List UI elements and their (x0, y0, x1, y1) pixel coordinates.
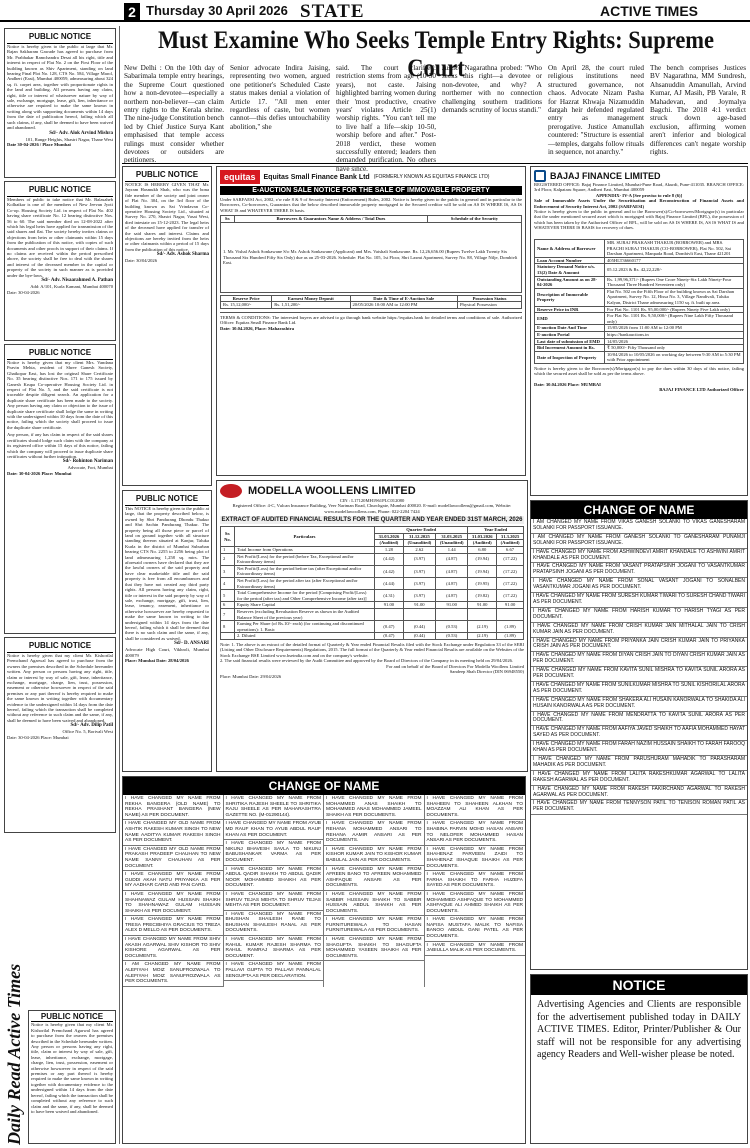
row-value: 10/04/2026 to 10/05/2026 on working day between 9:30 AM to 5:30 PM with Prior appointment (605, 351, 744, 363)
notice-title: PUBLIC NOTICE (7, 184, 113, 197)
list-item: I HAVE CHANGED MY NAME FROM AFREEN BANO TO AFREEN MOHAMMED ASHFAQUE ANSARI AS PER DOCUMENTS. (324, 866, 424, 891)
row-value: (4.44) (375, 577, 404, 589)
table-row (221, 633, 524, 640)
row-particular: Net Profit/(Loss) for the period after tax (after Exceptional and/or Extraordinary items) (235, 577, 375, 589)
list-item: I HAVE CHANGED MY NAME FROM GUDDI AKAH NATU PRIYANKA AS PER MY AADHAR CARD AND PAN CARD. (123, 871, 223, 891)
brand-name: ACTIVE TIMES (600, 3, 699, 19)
row-value: (0.53) (436, 633, 468, 640)
row-value: 91.00 (375, 602, 404, 609)
row-value: (4.31) (375, 590, 404, 602)
list-item: I HAVE CHANGED MY NAME FROM BHUSHAN SHAILESH RANE TO BHUSHAN SHAILESH RANAL AS PER DOCUMENTS. (224, 911, 324, 936)
table-row (535, 288, 744, 306)
col-header: Sr. No. (221, 527, 235, 547)
notice-date: Date: 30-04-2026 Place: Mumbai (7, 734, 69, 740)
equitas-sub-table (220, 295, 522, 309)
row-value: (3.97) (403, 590, 435, 602)
row-value: (19.82) (468, 590, 497, 602)
row-value: 05.12.2023 & Rs. 42,22,228/- (605, 264, 744, 276)
headline: Must Examine Who Seeks Temple Entry Rights: Supreme Court (157, 27, 715, 82)
notice-address: Advocate High Court, Vikhroli, Mumbai 400079 (125, 647, 209, 658)
equitas-table (220, 215, 522, 293)
table-row: 1. Mr. Vishal Ashok Sonkawane S/o Mr. Ashok Sonkawane (Applicant) and Mrs. Vaishali Sonkawane. Rs. 12,26,656.00 (Rupees Twelve Lakh Twenty Six Thousand Six Hundred Fifty Six Only) due as on 25-03-2026. Schedule: Flat No. 105, 1st Floor, Shri Laxmi Apartment, Survey No. 88, Village Nilje, Dombivli East. (221, 222, 522, 292)
equitas-intro: Under SARFAESI Act, 2002, r/w rule 8 & 9 of Security Interest (Enforcement) Rules, 2002. Notice is hereby given to the public in general and in particular to the Borrowers, Co-borrowers, Guarantors that the below described immovable property mortgaged to the Secured creditor will be sold on AS IS WHERE IS, AS IS WHAT IS and WHATEVER THERE IS basis. (220, 197, 522, 213)
row-value (436, 608, 468, 620)
row-particular: Total Income from Operations (235, 547, 375, 554)
row-label: E-auction Date And Time (535, 325, 605, 332)
row-number: 3 (221, 565, 235, 577)
equitas-footer: TERMS & CONDITIONS: The interested buyers are advised to go through bank website https://equitas.bank for detailed terms and conditions of sale. Authorized Officer: Equitas Small Finance Bank Ltd. (220, 312, 522, 326)
row-label: E-auction Portal (535, 331, 605, 338)
row-value: (1.89) (497, 633, 524, 640)
list-item: I HAVE CHANGED MY NAME FROM TENNYSON PATIL TO TENISON ROMAN PATIL AS PER DOCUMENT. (531, 800, 747, 815)
story-col-5: On April 28, the court ruled religious institutions need structured governance, not chaos. Advocate Nizam Pasha for Hazrat Khwaja Nizamuddin dargah heir defended regulated entry as management prerogative. Justice Amanullah countered: "Structure is essential—temples, dargahs follow rituals in sequence, not anarchy." (548, 64, 644, 157)
list-item: I HAVE CHANGED MY NAME FROM PALLAVI GUPTA TO PALLAVI PANNALAL SENGUPTA AS PER DECLARATION. (224, 961, 324, 981)
row-value: (4.87) (436, 565, 468, 577)
row-value: (19.94) (468, 553, 497, 565)
col-status: (Unaudited) (436, 540, 468, 547)
list-item: I AM CHANGED MY NAME FROM GANESH SOLANKI TO GANESHARAM PUNAMJI SOLANKI FOR PASSPORT ISSUANCE. (531, 534, 747, 549)
bajaj-title: Sale of Immovable Assets Under the Securitisation and Reconstruction of Financial Assets and Enforcement of Security Interest Act, 2002 (SARFAESI) (534, 198, 744, 209)
row-value: 91.00 (403, 602, 435, 609)
row-value: 6.67 (497, 547, 524, 554)
masthead (0, 0, 750, 22)
notice-title: PUBLIC NOTICE (125, 169, 209, 182)
row-value: 2.62 (403, 547, 435, 554)
list-item: I HAVE CHANGED MY NAME FROM NAFISA MUSTAFA MALIK TO NAFISA BANOO ABDUL GANI PATEL AS PER DOCUMENTS. (425, 916, 526, 941)
row-label: Outstanding Amount as on 28-04-2026 (535, 276, 605, 288)
list-item: I HAVE CHANGED MY NAME FROM TRESA PRECIBHIYA GRACIUS TO TREZA ALEX D MELLO AS PER DOCUMENTS. (123, 916, 223, 936)
list-item: I HAVE CHANGED MY NAME FROM DIYAN CRISH JAIN TO DIYAN CRISH KUMAR JAIN AS PER DOCUMENT. (531, 652, 747, 667)
table-row (535, 313, 744, 325)
row-value: (0.47) (375, 621, 404, 633)
modella-signer: Sandeep Shah Director (DIN 06948550) (449, 668, 524, 674)
vertical-brand: Daily Read Active Times (4, 963, 24, 1145)
row-value: 91.00 (436, 602, 468, 609)
list-item: I HAVE CHANGED MY NAME FROM SABBIR HUSSAIN SHAIKH TO SABBIR HUSSAIN ABDUL SHAIKH AS PER DOCUMENTS. (324, 891, 424, 916)
section-title: STATE (300, 1, 365, 22)
col-status: (Audited) (497, 540, 524, 547)
table-row (535, 306, 744, 313)
row-label: Loan Account Number (535, 257, 605, 264)
change-of-name-column (324, 795, 425, 987)
modella-note-1: Note: 1. The above is an extract of the detailed format of Quarterly & Year ended Financial Results filed with the Stock Exchange under Regulation 33 of the SEBI (Listing and Other Disclosure Requirements) Regulations, 2015. The full format of the Quarterly & Year ended Financial Results are available on the Websites of the Stock Exchange BSE Limited www.bseindia.com and on the company's website. (220, 641, 524, 658)
notice-title: PUBLIC NOTICE (7, 640, 113, 653)
col-status: (Unaudited) (403, 540, 435, 547)
list-item: I HAVE CHANGED MY NAME FROM KAVITA SUNIL MISHRA TO KAVITA SUNIL ARORA AS PER DOCUMENT. (531, 667, 747, 682)
row-value: (17.22) (497, 565, 524, 577)
list-item: I HAVE CHANGED MY NAME FROM REHANA MOHAMMED ANSARI TO REHANA AAMIR ANSARI AS PER DOCUMENTS. (324, 820, 424, 845)
modella-note-2: 2. The said financial results were reviewed by the Audit Committee and approved by the Board of Directors of the Company in its meeting held on 29/04/2026. (220, 658, 514, 664)
col-status: (Audited) (375, 540, 404, 547)
row-value: (0.47) (375, 633, 404, 640)
notice-5 (4, 637, 116, 833)
row-value: 91.00 (497, 602, 524, 609)
table-cell: Rs. 1,51,200/- (272, 302, 350, 309)
notice-title: PUBLIC NOTICE (31, 1013, 113, 1022)
table-row (221, 608, 524, 620)
list-item: I HAVE CHANGED MY NAME FROM HARISH KUMAR TO HARISH TYAGI AS PER DOCUMENT. (531, 608, 747, 623)
bajaj-place: Date: 30.04.2026 Place: MUMBAI (534, 381, 601, 387)
col-header: Earnest Money Deposit (272, 295, 350, 302)
row-value: (3.97) (403, 553, 435, 565)
row-value: (4.87) (436, 590, 468, 602)
change-of-name-title: CHANGE OF NAME (123, 777, 525, 795)
notice-title: PUBLIC NOTICE (7, 31, 113, 44)
col-header: 31.3.2025 (497, 533, 524, 540)
bajaj-footer: Notice is hereby given to the Borrower(s)/Mortgagor(s) to pay the dues within 30 days of this notice, failing which the secured asset shall be sold as per the terms above. (534, 365, 744, 377)
row-value: 15/05/2026 from 11:00 AM to 12:00 PM (605, 325, 744, 332)
modella-title: EXTRACT OF AUDITED FINANCIAL RESULTS FOR THE QUARTER AND YEAR ENDED 31ST MARCH, 2026 (221, 517, 523, 524)
story-col-3: said. The court clarified: restriction stems from age (10-50 years), not caste. Jaising highlighted barring women during their 'most productive, creative years' violates Article 25(1) worship rights. "You can't tell me to live half a life—skip 10-50, worship before and after." Post-2018 verdict, these women successfully entered; leaders then demanded purification. No others have since. (336, 64, 436, 173)
row-number: 2 (221, 553, 235, 565)
row-value: (4.42) (375, 565, 404, 577)
notice-body: This NOTICE is hereby given to the public at large, that the property described below, is owned by Shri Pandurang Dhondu Thakur and Shri Sachin Pandurang Thakur. The property being all those piece or parcel of land on ground together with all structure standing thereon situated at Kanjur, Taluka Kurla in the district of Mumbai Suburban bearing CTS No. 2255 to 2256 being plot of land admeasuring 1,258 sq. mtrs. The aforesaid owners have declared that they are the lawful owners of the said property and have clear marketable title and the said property is free from all encumbrances and that they have not created any third party rights. All persons having any claim, right, title or interest in the said property by way of sale, exchange, mortgage, gift, trust, lien, lease, tenancy, easement, inheritance or otherwise howsoever are hereby requested to make the same known in writing to the undersigned within 14 days from the date hereof, failing which it shall be deemed that there is no such claim and the same, if any, shall be considered as waived. (125, 506, 209, 641)
change-of-name-title: CHANGE OF NAME (531, 501, 747, 519)
notice-signature: Sd/- Rohinton Nariman (62, 459, 113, 465)
row-label: Reserve Price in INR (535, 306, 605, 313)
row-value: (2.19) (468, 633, 497, 640)
equitas-logo: equitas (220, 170, 260, 184)
col-header: Date & Time of E-Auction Sale (350, 295, 458, 302)
list-item: I HAVE CHANGED MY NAME FROM SHABINA PARVIN MOHD HASAN ANSARI TO NELOFER MOHAMMED HASAN ANSARI AS PER DOCUMENTS. (425, 820, 526, 845)
story-col-1: New Delhi : On the 10th day of Sabarimala temple entry hearings, the Supreme Court questioned how a non-devotee—especially a northern non-believer—can claim entry rights to the Kerala shrine. The nine-judge Constitution bench led by Chief Justice Surya Kant emphasised that temple access rulings must consider whether devotees or outsiders are petitioners. (124, 64, 225, 165)
row-number: 1 (221, 547, 235, 554)
table-row (221, 547, 524, 554)
row-value: (2.19) (468, 621, 497, 633)
list-item: I HAVE CHANGED MY NAME FROM NIKUNJ BHAVESH SAVLA TO NIKUNJ BABUSHANKAR VARMA AS PER DOCUMENT. (224, 840, 324, 865)
col-header: Borrowers & Guarantors Name & Address / Total Dues (235, 216, 428, 223)
notice-signature: Sd/- Adv. Nisaarahmed A. Pathan (41, 278, 113, 284)
mid-notice-1 (122, 166, 212, 486)
col-header: Particulars (235, 527, 375, 547)
col-header: 31.12.2025 (403, 533, 435, 540)
row-value: For Flat No. 1101 Rs. 95,00,000/- (Rupees Ninety Five Lakh only) (605, 306, 744, 313)
equitas-title: E-AUCTION SALE NOTICE FOR THE SALE OF IMMOVABLE PROPERTY (220, 186, 522, 195)
row-value: For Flat No. 1101 Rs. 9,50,000/- (Rupees Nine Lakh Fifty Thousand only) (605, 313, 744, 325)
notice-address: Office No. 5, Borivali West (62, 729, 113, 735)
list-item: I HAVE CHANGED MY NAME FROM KISHOR KUMAR JAIN TO KISHOR KUMAR BABULAL JAIN AS PER DOCUMENTS. (324, 846, 424, 866)
row-value: (4.42) (375, 553, 404, 565)
list-item: I HAVE CHANGED MY NAME FROM RAHUL KUMAR RAJESH SHARMA TO RAHUL RAMRAJ SHARMA AS PER DOCUMENT. (224, 936, 324, 961)
change-of-name-column (425, 795, 526, 987)
notice-6 (28, 1010, 116, 1144)
list-item: I HAVE CHANGED MY NAME FROM SUNILKUMAR MISHRA TO SUNIL KISHORILAL ARORA AS PER DOCUMENT. (531, 682, 747, 697)
list-item: I HAVE CHANGED MY OLD NAME FROM PRAKASH PRADEEP CHAUHAN TO NEW NAME SANNY CHAUHAN AS PER DOCUMENT. (123, 846, 223, 871)
row-label: Last date of submission of EMD (535, 338, 605, 345)
row-value: (17.22) (497, 577, 524, 589)
notice-date: Place: Mumbai Date: 28/04/2026 (125, 657, 189, 663)
row-value: 91.00 (468, 602, 497, 609)
table-row (535, 240, 744, 258)
notice-body: Notice is hereby given that my client Mrs. Vandana Pravin Mehta, resident of Shree Ganesh Society, Ghatkopar East, has lost the original Share Certificate No. 35 bearing distinctive Nos. 171 to 175 issued by Ganesh Krupa Co-operative Housing Society Ltd. in respect of Flat No. 5, and the said certificate is not traceable despite diligent search. An application for a duplicate share certificate has been made to the society. Any person having any claim or objection to the issue of duplicate share certificate shall lodge the same in writing with the undersigned within 10 days from the date of this notice, failing which the society shall proceed to issue the duplicate share certificate. (7, 360, 113, 430)
change-of-name-column (123, 795, 224, 987)
notice-title: PUBLIC NOTICE (7, 347, 113, 360)
row-particular: 2. Diluted (235, 633, 375, 640)
col-header: 31.03.2026 (375, 533, 404, 540)
list-item: I HAVE CHANGED MY NAME FROM CRISH KUMAR JAIN MITHALAL JAIN TO CRISH KUMAR JAIN AS PER DOCUMENT. (531, 623, 747, 638)
row-value: https://bankauctions.in (605, 331, 744, 338)
row-value: (0.44) (403, 633, 435, 640)
row-number: 7 (221, 608, 235, 620)
row-value: (4.87) (436, 553, 468, 565)
row-value: (3.97) (403, 577, 435, 589)
notice-address: 101, Range Heights, Shastri Nagar, Thane West (25, 136, 113, 142)
col-status: (Audited) (468, 540, 497, 547)
equitas-auction-notice (216, 166, 526, 476)
modella-place: Place: Mumbai Date: 29/04/2026 (220, 674, 282, 680)
notice-signature: Sd/- D. ANSARI (174, 641, 209, 647)
notice-body: Notice is hereby given to the public at large that Mr. Rajan Sakharam Gawade has agreed to purchase from Mr. Prabhakar Ramchandra Desai all his right, title and interest in respect of Flat No. 2 on the First Floor of the building known as Shiv Apartment, standing on land bearing Final Plot No. 128, CTS No. 584, Village Marol, Andheri (East), Mumbai 400059, admeasuring about 324 sq. ft. carpet area, together with proportionate rights in the land and building. All persons having any claim, right, title or interest of whatsoever nature by way of sale, exchange, mortgage, lease, gift, lien, inheritance or otherwise are required to make the same known in writing along with supporting documents within 14 days from the date of publication hereof, failing which all such claims, if any, shall be deemed to have been waived and abandoned. (7, 44, 113, 131)
row-label: Date of Inspection of Property (535, 351, 605, 363)
bajaj-officer: BAJAJ FINANCE LTD Authorized Officer (659, 387, 744, 393)
bajaj-auction-notice (530, 166, 748, 496)
notice-body: Members of public to take notice that Mr. Balasaheb Kolhatkar is one of the members of New Jeevan Jyoti Co-op. Housing Society Ltd. in respect of Flat No. 402 having share certificate No. 12 bearing distinctive Nos. 56 to 60. The said member died on 12-08-2022 after which his legal heirs have applied for transmission of the said shares and flat. The society hereby invites claims or objections from heirs or other claimants within 15 days from the publication of this notice, with copies of such documents and other proofs in support of their claims. If no claims are received within the period prescribed above, the society shall be free to deal with the shares and interest of the deceased member in the capital or property of the society in such manner as is provided under the bye-laws. (7, 197, 113, 278)
page-number: 2 (124, 3, 140, 21)
equitas-place: Date: 30.04.2026, Place: Maharashtra (220, 325, 294, 331)
row-particular: Equity Share Capital (235, 602, 375, 609)
row-value (468, 608, 497, 620)
list-item: I HAVE CHANGED MY NAME FROM JABIULLA MALIK AS PER DOCUMENTS. (425, 942, 526, 956)
list-item: I HAVE CHANGED MY OLD NAME FROM ASHTIK RAKESH KUMAR SINGH TO NEW NAME AADITYA KUMAR RAKESH SINGH AS PER DOCUMENT. (123, 820, 223, 845)
notice-date: Date 30-04-2026 / Place Mumbai (7, 141, 71, 147)
notice-body: Notice is hereby given that my client Mr. Kishorilal Premchand Agarwal has agreed to purchase from the owners the premises described in the Schedule hereunder written. Any person or persons having any right, title, claim or interest by way of sale, gift, lease, inheritance, exchange, mortgage, charge, lien, trust, possession, easement or otherwise howsoever in respect of the said premises or any part thereof is hereby required to make the same known in writing together with documentary evidence to the undersigned within 14 days from the date hereof, failing which the transaction shall be completed without any reference to such claim and the same, if any, shall be deemed to have been waived and abandoned. (31, 1022, 113, 1114)
story-col-4: Justice Nagarathna probed: "Who seeks this right—a devotee or non-devotee, and why? A northerner with no connection challenging southern traditions demands scrutiny of locus standi." (442, 64, 542, 115)
table-cell: Physical Possession (458, 302, 522, 309)
row-label: Name & Address of Borrower (535, 240, 605, 258)
col-group-header: Year Ended (468, 527, 524, 534)
row-number: 8 (221, 621, 235, 633)
bajaj-name: BAJAJ FINANCE LIMITED (550, 171, 661, 181)
list-item: I HAVE CHANGED MY NAME FROM AYUB MD RAUF KHAN TO AYUB ABDUL RAUF KHAN AS PER DOCUMENT. (224, 820, 324, 840)
list-item: I AM CHANGED MY NAME FROM ALEFIYAH MOIZ SANUFROZWALA TO ALEFIYAH MOIZ SANUFROZWALA AS PER DOCUMENTS. (123, 961, 223, 986)
list-item: I HAVE CHANGED MY NAME FROM RAKESH FAKIRCHAND AGARWAL TO RAKESH AGARWAL AS PER DOCUMENT. (531, 786, 747, 801)
list-item: I HAVE CHANGED MY NAME FROM PRIYANKA JAIN CRISH KUMAR JAIN TO PRIYANKA CRISH JAIN AS PER DOCUMENT. (531, 638, 747, 653)
notice-2 (4, 181, 116, 341)
row-value: 6.80 (468, 547, 497, 554)
bajaj-logo-icon (534, 170, 546, 182)
col-header: Sr. (221, 216, 235, 223)
notice-3 (4, 344, 116, 634)
row-value: (17.22) (497, 553, 524, 565)
table-row (535, 351, 744, 363)
row-number: 5 (221, 590, 235, 602)
row-particular: Net Profit/(Loss) for the period (before Tax, Exceptional and/or Extraordinary items) (235, 553, 375, 565)
notice-disclaimer-title: NOTICE (531, 975, 747, 995)
table-row (221, 565, 524, 577)
list-item: I HAVE CHANGED MY NAME FROM MOHAMMED ANAS SHAIKH TO MOHAMMED ANAS MOHAMMED JAMEEL SHAIKH AS PER DOCUMENTS. (324, 795, 424, 820)
list-item: I HAVE CHANGED MY NAME FROM ABDUL QADIR SHAIKH TO ABDUL QADIR NOOR MOHAMMED SHAIKH AS PER DOCUMENT. (224, 866, 324, 891)
notice-date: Date: 30/04/2026 (125, 258, 158, 264)
modella-name: MODELLA WOOLLENS LIMITED (248, 485, 416, 497)
table-row (535, 331, 744, 338)
left-notices-column (4, 28, 116, 1008)
row-label: Bid Increment Amount in Rs. (535, 345, 605, 352)
change-of-name-column (224, 795, 325, 987)
col-group-header: Quarter Ended (375, 527, 468, 534)
row-number (221, 633, 235, 640)
row-value: Flat No. 502 on the Fifth Floor of the building known as Sai Darshan Apartment, Survey No. 12, Hissa No. 3, Village Nandivali, Taluka Kalyan, District Thane admeasuring 1150 sq. ft. built up area. (605, 288, 744, 306)
row-number: 4 (221, 577, 235, 589)
list-item: I HAVE CHANGED MY NAME FROM MOHAMMED ASHFAQUE TO MOHAMMED ASHFAQUE ALI AHMED SHAIKH AS PER DOCUMENTS. (425, 891, 526, 916)
list-item: I HAVE CHANGED MY NAME FROM PARUSHURAM MAHADIK TO PARASHARAM MAHADIK AS PER DOCUMENT. (531, 756, 747, 771)
table-row (221, 590, 524, 602)
modella-signoff: For and on behalf of the Board of Directors For Modella Woollens Limited (386, 663, 524, 669)
list-item: I HAVE CHANGED MY NAME FROM ASHWINDEVI AMRIT KHANDALE TO ASHWINI AMRIT KHANDALE AS PER DOCUMENT. (531, 549, 747, 564)
row-value: (3.97) (403, 565, 435, 577)
row-value (497, 608, 524, 620)
equitas-sub: (FORMERLY KNOWN AS EQUITAS FINANCE LTD) (373, 174, 490, 180)
table-row (221, 621, 524, 633)
row-value: ₹ 50,000/- Fifty Thousand only (605, 345, 744, 352)
modella-cin: CIN : L17120MH1961PLC012080 (339, 498, 405, 503)
bajaj-intro: Notice is hereby given to the public in general and to the Borrower(s)/Co-borrowers/Mortgagor(s) in particular that the under mentioned secured asset which is mortgaged with Bajaj Finance Limited (BFL), the possession of which has been taken by the Authorised Officer of BFL, will be sold on AS IS WHERE IS, AS IS WHAT IS and WHATEVER THERE IS BASIS for recovery of dues. (534, 209, 744, 231)
bajaj-table (534, 239, 744, 364)
list-item: I HAVE CHANGED MY NAME FROM SONAL VASANT JOGANI TO SONALBEN VASANTKUMAR JOGANI AS PER DOCUMENT. (531, 578, 747, 593)
row-value: 405HLT36660177 (605, 257, 744, 264)
bajaj-office: REGISTERED OFFICE: Bajaj Finance Limited, Mumbai-Pune Road, Akurdi, Pune-411035. BRANCH OFFICE: 3rd Floor, Kalpataru Square, Andheri East, Mumbai 400059 (534, 182, 744, 193)
row-particular: Earning Per Share (of Rs.10/- each) (for continuing and discontinued operations): 1. Basic (235, 621, 375, 633)
notice-date: Date: 30-04-2026 (7, 289, 40, 295)
list-item: I HAVE CHANGED MY NAME FROM FARAH NAZIM HUSSAIN SHAIKH TO FARAH FAROOQ KHAN AS PER DOCUMENT. (531, 741, 747, 756)
list-item: I HAVE CHANGED MY NAME FROM LALITA RAKESHKUMAR AGARWAL TO LALITA RAKESH AGARWAL AS PER DOCUMENT. (531, 771, 747, 786)
table-row (535, 325, 744, 332)
col-header: 31.03.2026 (468, 533, 497, 540)
notice-title: PUBLIC NOTICE (125, 493, 209, 506)
row-value: (17.22) (497, 590, 524, 602)
row-label: Statutory Demand Notice u/s. 13(2) Date & Amount (535, 264, 605, 276)
table-row (221, 602, 524, 609)
table-row (535, 257, 744, 264)
list-item: I HAVE CHANGED MY NAME FROM SHIV AKASH AGARWAL SHIV KISHOR TO SHIV KISHORE AGARWAL AS PER DOCUMENTS. (123, 936, 223, 961)
modella-results (216, 480, 528, 772)
change-of-name-main (122, 776, 526, 1144)
notice-signature: Sd/- Adv. Dilip Patil (70, 723, 113, 729)
row-value: (0.44) (403, 621, 435, 633)
table-row (221, 577, 524, 589)
notice-date: Date: 30-04-2026 Place: Mumbai (7, 470, 72, 476)
row-value: 1.44 (436, 547, 468, 554)
row-value: Rs. 1,99,96,371/- (Rupees One Crore Ninety-Six Lakh Ninety-Four Thousand Three Hundred Seventeen only) (605, 276, 744, 288)
modella-table (220, 526, 524, 640)
row-value: (4.87) (436, 577, 468, 589)
notice-body: Notice is hereby given that my client Mr. Kishorilal Premchand Agarwal has agreed to purchase from the owners the premises described in the Schedule hereunder written. Any person or persons having any right, title, claim or interest by way of sale, gift, lease, inheritance, exchange, mortgage, charge, lien, trust, possession, easement or otherwise howsoever in respect of the said premises or any part thereof is hereby required to make the same known in writing together with documentary evidence to the undersigned within 14 days from the date hereof, failing which the transaction shall be completed without any reference to such claim and the same, if any, shall be deemed to have been waived and abandoned. (7, 653, 113, 723)
row-label: EMD (535, 313, 605, 325)
col-header: Schedule of the Security (427, 216, 521, 223)
row-value (375, 608, 404, 620)
table-row (535, 276, 744, 288)
row-value (403, 608, 435, 620)
notice-1 (4, 28, 116, 178)
list-item: I HAVE CHANGED MY NAME FROM SHAHENAZ PARVEEN ZAIDI TO SHAHENAZ ISHAQUE SHAIKH AS PER DOCUMENTS. (425, 846, 526, 871)
col-header: Reserve Price (221, 295, 272, 302)
list-item: I HAVE CHANGED MY NAME FROM SURESH KUMAR TIWARI TO SURESH CHAND TIWARI AS PER DOCUMENT. (531, 593, 747, 608)
notice-address: Advocate, Fort, Mumbai (67, 465, 113, 471)
row-value: 14/05/2026 (605, 338, 744, 345)
issue-date: Thursday 30 April 2026 (146, 3, 288, 18)
table-row (221, 553, 524, 565)
list-item: I HAVE CHANGED MY NAME FROM SHRUV TEJAS MEHTA TO SHRUV TEJAS MEHTA AS PER DOCUMENT. (224, 891, 324, 911)
row-label: Description of Immovable Property (535, 288, 605, 306)
list-item: I HAVE CHANGED MY NAME FROM REKHA BANGERA (OLD NAME) TO REKHA PRASHANT BANGERA (NEW NAME) AS PER DOCUMENT. (123, 795, 223, 820)
modella-office: Registered Office: 4-C, Vulcan Insurance Building, Veer Nariman Road, Churchgate, Mumbai 400020. E-mail: modellawoollens@gmail.com, Website: www.modellawoollens.com, Phone: 022-2204 7424 (232, 503, 512, 514)
list-item: I HAVE CHANGED MY NAME FROM VASANT PRATAPSINH JOGANI TO VASANTKUMAR PRATAPSINH JOGANI AS PER DOCUMENT. (531, 563, 747, 578)
row-particular: Net Profit/(Loss) for the period before tax (after Exceptional and/or Extraordinary items) (235, 565, 375, 577)
notice-body: NOTICE IS HEREBY GIVEN THAT Mr. Jayram Hasmukh Shah, who was the bona fide member of the society and joint owner of Flat No. 304, on the 3rd floor of the building known as Sai Vrindavan Co-operative Housing Society Ltd., situated at Survey No. 270, Shastri Nagar, Vasai West, died intestate on 15-12-2023. The legal heirs of the deceased have applied for transfer of the said shares and interest. Claims and objections are hereby invited from the heirs or other claimants within a period of 15 days from the publication of this notice. (125, 182, 209, 252)
list-item: I HAVE CHANGED MY NAME FROM SHAKERA ALI HUSAIN KANORWALA TO SHAKIDA ALI HUSAIN KANORWALA AS PER DOCUMENT. (531, 697, 747, 712)
story-col-6: The bench comprises Justices BV Nagarathna, MM Sundresh, Ahsanuddin Amanullah, Arvind Kumar, AJ Masih, PB Varale, R Mahadevan, and Joymalya Bagchi. The 2018 4:1 verdict struck down age-based exclusion, affirming women aren't inferior and biological differences can't negate worship rights. (650, 64, 746, 157)
row-particular: Total Comprehensive Income for the period [Comprising Profit/(Loss) for the period (after tax) and Other Comprehensive Income (after tax)] (235, 590, 375, 602)
list-item: I HAVE CHANGED MY NAME FROM FURNITUREWALA TO HASAN FURNITUREWALA AS PER DOCUMENTS. (324, 916, 424, 936)
table-row (535, 338, 744, 345)
table-row (535, 264, 744, 276)
list-item: I HAVE CHANGED MY NAME FROM SHRITIKA RAJESH SHEELE TO SHRITIKA RAJU SHEELE AS PER MAHARASHTRA GAZETTE NO. (M-01290144). (224, 795, 324, 820)
table-cell: 20/05/2026 10:00 AM to 12:00 PM (350, 302, 458, 309)
notice-disclaimer-body: Advertising Agencies and Clients are responsible for the advertisement published today in DAILY ACTIVE TIMES. Editor, Printer/Publisher & Our staff will not be responsible for any advertising agency Readers and Well-wisher please be noted. (537, 999, 741, 1060)
notice-signature: Sd/- Adv. Ashok Sharma (156, 252, 209, 258)
list-item: I HAVE CHANGED MY NAME FROM SHAHNAWAZ GULAM HUSSAIN SHAIKH TO SHAHNAWAZ GULAM HUSSAIN SHAIKH AS PER DOCUMENT. (123, 891, 223, 916)
notice-signature: Sd/- Adv. Alok Arvind Mishra (49, 130, 113, 136)
mid-notice-2 (122, 490, 212, 772)
row-particular: Reserves (excluding Revaluation Reserve as shown in the Audited Balance Sheet of the previous year) (235, 608, 375, 620)
row-value: (19.95) (468, 577, 497, 589)
row-value: (0.53) (436, 621, 468, 633)
bajaj-appendix: APPENDIX- IV-A [See proviso to rule 8 (6)] (595, 192, 683, 198)
story-col-2: Senior advocate Indira Jaising, representing two women, argued one petitioner's Scheduled Caste status makes denial a violation of Article 17. "All men enter regardless of caste, but women cannot—this defies untouchability abolition," she (230, 64, 330, 131)
list-item: I HAVE CHANGED MY NAME FROM SHAHEEN TO SHAHEEN ALKHAN TO MOAZZAM ALI KHAN AS PER DOCUMENTS. (425, 795, 526, 820)
col-header: Possession Status (458, 295, 522, 302)
col-header: 31.03.2025 (436, 533, 468, 540)
notice-address: Add: A/101, Kurla Kamani, Mumbai 400070 (30, 284, 113, 290)
notice-body-extra: Any person, if any has claim in respect of the said shares certificates should lodge such claim with the company at its registered office within 15 days of this notice, failing which the company will proceed to issue duplicate share certificates without further intimation. (7, 432, 113, 459)
list-item: I HAVE CHANGED MY NAME FROM MENDRATTA TO KAVITA SUNIL ARORA AS PER DOCUMENT. (531, 712, 747, 727)
row-value: (1.89) (497, 621, 524, 633)
notice-disclaimer (530, 974, 748, 1144)
modella-logo-icon (220, 484, 242, 498)
row-value: MR. SURAJ PRAKASH THAKUR (BORROWER) and MRS. PRACHI SURAJ THAKUR (CO-BORROWER), Flat No. 502, Sai Darshan Apartment, Manpada Road, Dombivli East, Thane 421201 (605, 240, 744, 258)
list-item: I HAVE CHANGED MY NAME FROM AAFIYA JAVED SHAIKH TO AAFIA MOHAMMED HAYAT SAYED AS PER DOCUMENT. (531, 726, 747, 741)
list-item: I HAVE CHANGED MY NAME FROM SHAGUFTA SHAIKH TO SHAGUFTA MOHAMMED YASEEN SHAIKH AS PER DOCUMENTS. (324, 936, 424, 961)
list-item: I AM CHANGED MY NAME FROM VIKAS GANESH SOLANKI TO VIKAS GANESHARAM SOLANKI FOR PASSPORT ISSUANCE. (531, 519, 747, 534)
table-row (535, 345, 744, 352)
change-of-name-right (530, 500, 748, 970)
table-cell: Rs. 15,12,000/- (221, 302, 272, 309)
row-number: 6 (221, 602, 235, 609)
row-value: 1.28 (375, 547, 404, 554)
row-value: (19.94) (468, 565, 497, 577)
list-item: I HAVE CHANGED MY NAME FROM FARHA SHAIKH TO FARHA HUZEFA SAYED AS PER DOCUMENTS. (425, 871, 526, 891)
equitas-name: Equitas Small Finance Bank Ltd (263, 173, 370, 181)
